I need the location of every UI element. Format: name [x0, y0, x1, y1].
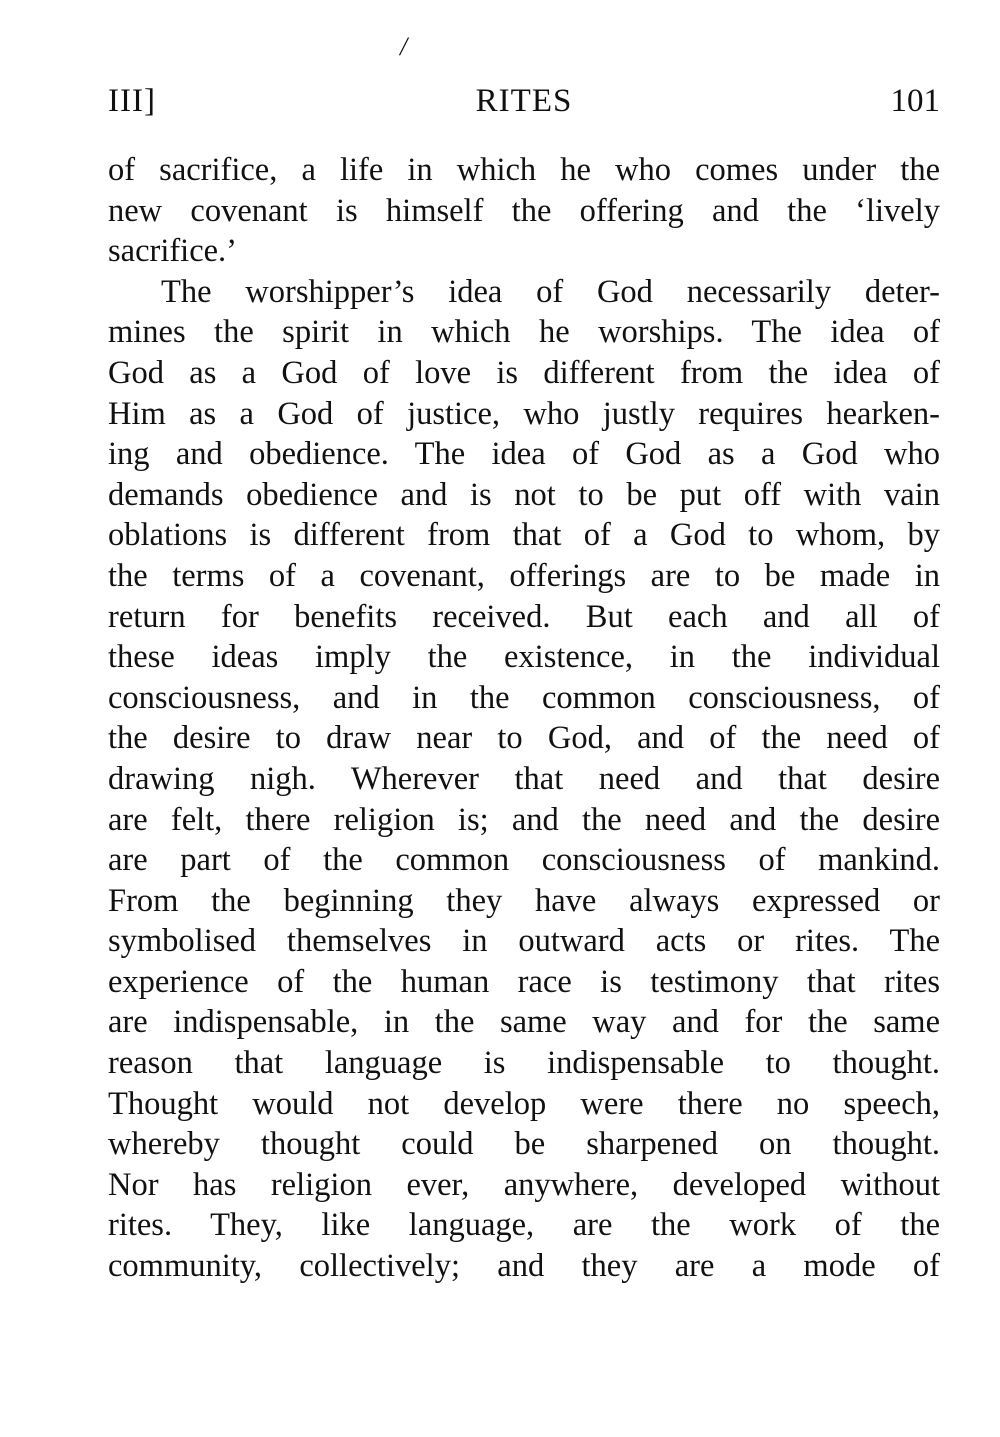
text-line: return for benefits received. But each and all of	[108, 598, 940, 635]
text-line: are part of the common consciousness of mankind.	[108, 842, 940, 879]
text-line: symbolised themselves in outward acts or rites. The	[108, 923, 940, 960]
text-line: drawing nigh. Wherever that need and that desire	[108, 760, 940, 797]
page-title: RITES	[475, 83, 573, 119]
text-line: God as a God of love is different from the idea of	[108, 354, 940, 391]
text-line: reason that language is indispensable to thought.	[108, 1045, 940, 1082]
text-line: whereby thought could be sharpened on thought.	[108, 1126, 940, 1163]
text-line: Thought would not develop were there no speech,	[108, 1085, 940, 1122]
text-line: the terms of a covenant, offerings are to be made in	[108, 557, 940, 594]
page-number: 101	[890, 83, 940, 119]
text-line: Him as a God of justice, who justly requires hearken-	[108, 395, 940, 432]
body-text	[108, 150, 940, 1287]
pencil-mark: /	[400, 32, 408, 61]
text-line: new covenant is himself the offering and the ‘lively	[108, 192, 940, 229]
text-line: Nor has religion ever, anywhere, developed without	[108, 1166, 940, 1203]
chapter-number: III]	[108, 83, 156, 119]
running-head	[108, 76, 940, 126]
text-line: demands obedience and is not to be put off with vain	[108, 476, 940, 513]
text-line: mines the spirit in which he worships. The idea of	[108, 314, 940, 351]
text-line: of sacrifice, a life in which he who comes under the	[108, 152, 940, 188]
text-line: these ideas imply the existence, in the individual	[108, 639, 940, 676]
text-line: consciousness, and in the common consciousness, of	[108, 679, 940, 716]
text-line: oblations is different from that of a God to whom, by	[108, 517, 940, 554]
text-line: community, collectively; and they are a mode of	[108, 1248, 940, 1285]
text-line: rites. They, like language, are the work of the	[108, 1207, 940, 1244]
text-line: are felt, there religion is; and the need and the desire	[108, 801, 940, 838]
text-line: From the beginning they have always expressed or	[108, 882, 940, 919]
paragraph-first-line: The worshipper’s idea of God necessarily deter-	[161, 273, 940, 310]
text-line: the desire to draw near to God, and of the need of	[108, 720, 940, 757]
text-line: ing and obedience. The idea of God as a God who	[108, 436, 940, 473]
text-line: are indispensable, in the same way and for the same	[108, 1004, 940, 1041]
text-line: sacrifice.’	[108, 233, 238, 270]
text-line: experience of the human race is testimony that rites	[108, 963, 940, 1000]
